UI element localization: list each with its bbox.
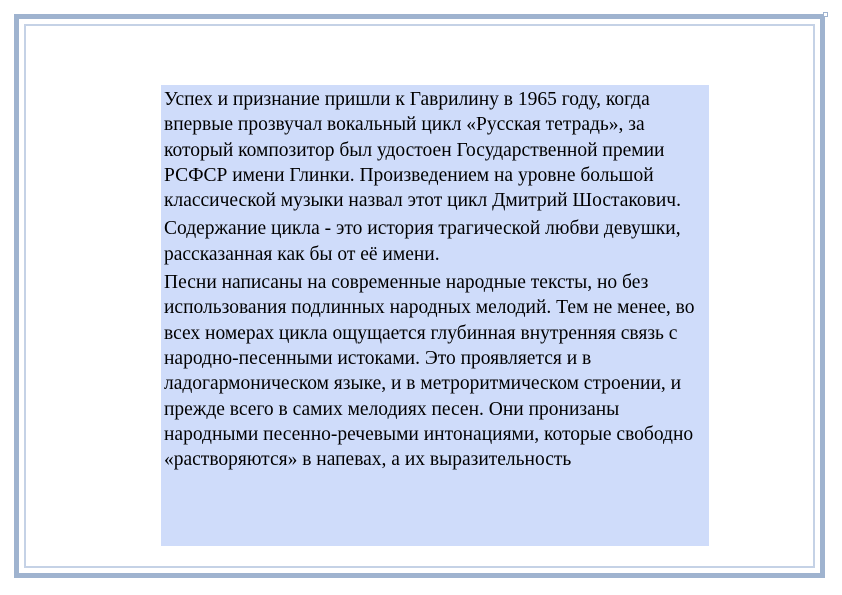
paragraph-content: Содержание цикла - это история трагической любви девушки, рассказанная как бы от её имени. [164, 218, 681, 265]
frame-corner-top-right [823, 12, 828, 17]
paragraph-songs: Песни написаны на современные народные тексты, но без использования подлинных народных мелодий. Тем не менее, во всех номерах цикла ощущается глубинная внутренняя связь с народно-песенными истоками. Это проявляется и в ладогармоническом языке, и в метроритмическом строении, и прежде всего в самих мелодиях песен. Они пронизаны народными песенно-речевыми интонациями, которые свободно «растворяются» в напевах, а их выразительность [164, 272, 695, 471]
text-box [161, 85, 709, 546]
paragraph-intro: Успех и признание пришли к Гаврилину в 1965 году, когда впервые прозвучал вокальный цикл «Русская тетрадь», за который композитор был удостоен Государственной премии РСФСР имени Глинки. Произведением на уровне большой классической музыки назвал этот цикл Дмитрий Шостакович. [164, 89, 681, 212]
